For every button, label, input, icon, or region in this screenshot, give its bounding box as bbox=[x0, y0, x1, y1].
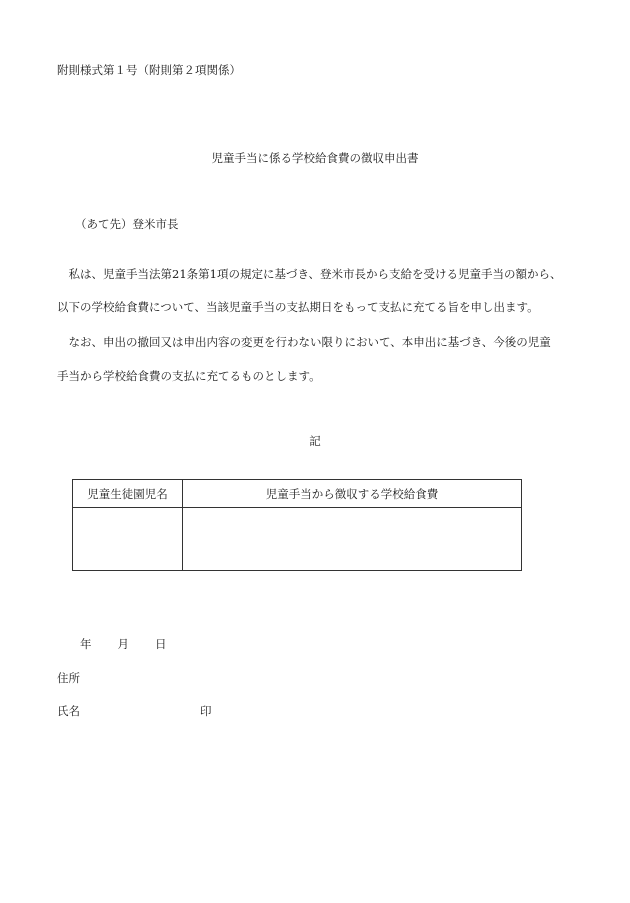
paragraph-2-line-1-text: なお、申出の撤回又は申出内容の変更を行わない限りにおいて、本申出に基づき、今後の児童 bbox=[68, 335, 551, 349]
meal-fee-cell[interactable] bbox=[183, 508, 522, 571]
meal-fee-table bbox=[72, 479, 522, 571]
table-header-row bbox=[73, 480, 522, 508]
paragraph-2-line-2: 手当から学校給食費の支払に充てるものとします。 bbox=[57, 369, 321, 383]
paragraph-1-line-1 bbox=[57, 266, 562, 282]
day-label: 日 bbox=[155, 637, 167, 651]
table-row bbox=[73, 508, 522, 571]
form-label: 附則様式第１号（附則第２項関係） bbox=[57, 63, 241, 77]
paragraph-1-line-2: 以下の学校給食費について、当該児童手当の支払期日をもって支払に充てる旨を申し出ます。 bbox=[57, 300, 539, 314]
month-label: 月 bbox=[117, 637, 129, 651]
paragraph-1-line-1-text: 私は、児童手当法第21条第1項の規定に基づき、登米市長から支給を受ける児童手当の額から、 bbox=[68, 267, 562, 281]
date-row bbox=[80, 636, 167, 652]
name-label: 氏名 bbox=[57, 704, 80, 718]
header-student-name: 児童生徒園児名 bbox=[73, 480, 183, 508]
document-title: 児童手当に係る学校給食費の徴収申出書 bbox=[211, 151, 419, 165]
ki-heading: 記 bbox=[309, 434, 321, 448]
seal-label: 印 bbox=[200, 704, 212, 718]
student-name-cell[interactable] bbox=[73, 508, 183, 571]
addressee: （あて先）登米市長 bbox=[75, 217, 179, 231]
year-label: 年 bbox=[80, 637, 92, 651]
header-meal-fee: 児童手当から徴収する学校給食費 bbox=[183, 480, 522, 508]
paragraph-2-line-1 bbox=[57, 334, 551, 350]
address-label: 住所 bbox=[57, 671, 80, 685]
